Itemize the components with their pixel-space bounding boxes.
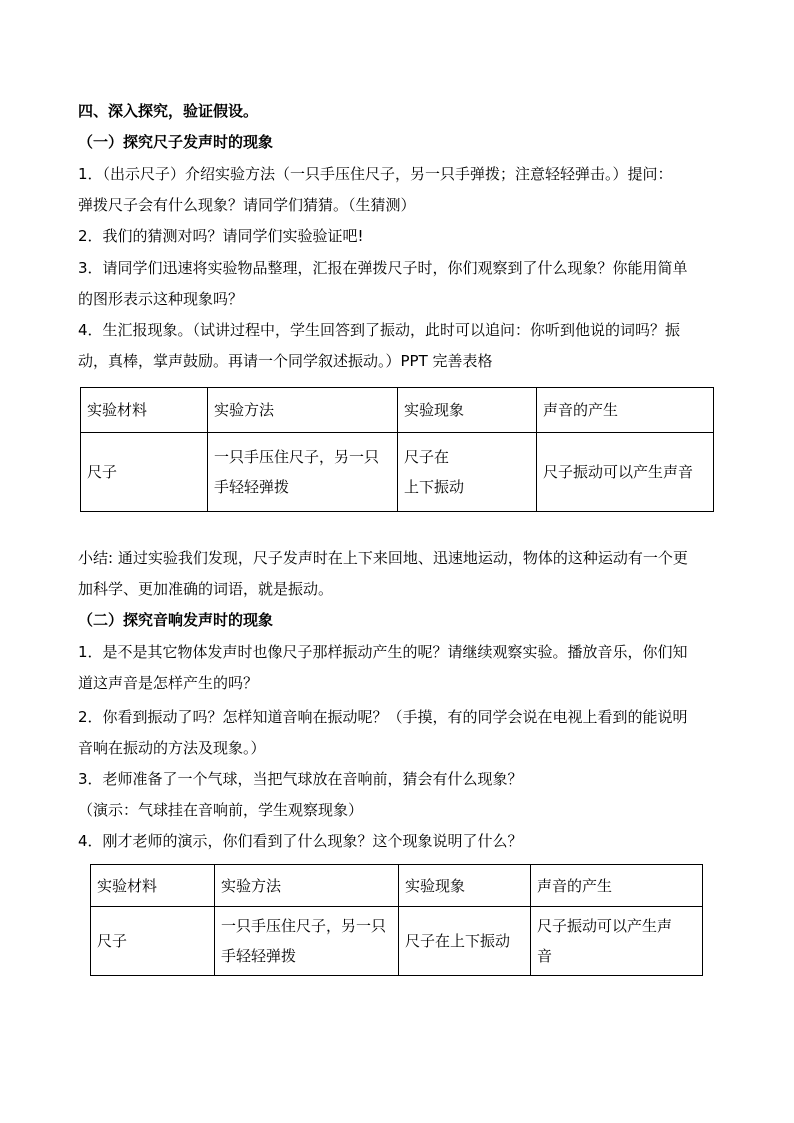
table-header-cell: 实验材料 — [91, 865, 215, 907]
summary-line1: 小结: 通过实验我们发现，尺子发声时在上下来回地、迅速地运动，物体的这种运动有一个更 — [78, 549, 688, 567]
part2-item1-line1: 1．是不是其它物体发声时也像尺子那样振动产生的呢？请继续观察实验。播放音乐，你们知 — [78, 643, 688, 661]
method-cell — [215, 907, 399, 976]
part1-item1-line1: 1．（出示尺子）介绍实验方法（一只手压住尺子，另一只手弹拨；注意轻轻弹击。）提问： — [78, 165, 673, 183]
material-cell: 尺子 — [81, 433, 208, 512]
sound-line: 音 — [537, 947, 553, 965]
part2-heading: （二）探究音响发声时的现象 — [78, 611, 274, 629]
part1-item2: 2．我们的猜测对吗？请同学们实验验证吧! — [78, 227, 364, 245]
part1-item1-line2: 弹拨尺子会有什么现象？请同学们猜猜。（生猜测） — [78, 196, 416, 214]
material-cell: 尺子 — [91, 907, 215, 976]
part1-heading: （一）探究尺子发声时的现象 — [78, 133, 274, 151]
table-header-cell: 实验材料 — [81, 388, 208, 433]
table-header-row — [91, 865, 703, 907]
part1-item3-line1: 3．请同学们迅速将实验物品整理，汇报在弹拨尺子时，你们观察到了什么现象？你能用简单 — [78, 259, 688, 277]
part1-item4-line2: 动，真棒，掌声鼓励。再请一个同学叙述振动。）PPT 完善表格 — [78, 352, 493, 370]
method-cell — [208, 433, 398, 512]
sound-line: 尺子振动可以产生声 — [537, 917, 673, 935]
table-row — [81, 433, 714, 512]
summary-line2: 加科学、更加准确的词语，就是振动。 — [78, 580, 334, 598]
table-header-cell: 实验方法 — [208, 388, 398, 433]
table-header-cell: 声音的产生 — [531, 865, 703, 907]
phenomenon-line: 尺子在 — [404, 448, 450, 466]
table-header-cell: 实验现象 — [399, 865, 531, 907]
part2-demo: （演示：气球挂在音响前，学生观察现象） — [78, 801, 364, 819]
part2-item3: 3．老师准备了一个气球，当把气球放在音响前，猜会有什么现象？ — [78, 770, 523, 788]
section-heading: 四、深入探究，验证假设。 — [78, 102, 259, 120]
phenomenon-cell: 尺子在上下振动 — [399, 907, 531, 976]
table-header-cell: 声音的产生 — [537, 388, 714, 433]
part1-item4-line1: 4．生汇报现象。（试讲过程中，学生回答到了振动，此时可以追问：你听到他说的词吗？振 — [78, 321, 681, 339]
method-line: 手轻轻弹拨 — [214, 478, 290, 496]
table-row — [91, 907, 703, 976]
part2-item2-line2: 音响在振动的方法及现象。） — [78, 739, 266, 757]
method-line: 手轻轻弹拨 — [221, 947, 297, 965]
part1-item3-line2: 的图形表示这种现象吗？ — [78, 290, 244, 308]
experiment-table-2 — [90, 864, 703, 976]
method-line: 一只手压住尺子，另一只 — [221, 917, 387, 935]
sound-cell: 尺子振动可以产生声音 — [537, 433, 714, 512]
sound-cell — [531, 907, 703, 976]
part2-item4: 4．刚才老师的演示，你们看到了什么现象？这个现象说明了什么？ — [78, 832, 523, 850]
part2-item1-line2: 道这声音是怎样产生的吗？ — [78, 674, 259, 692]
table-header-cell: 实验方法 — [215, 865, 399, 907]
table-header-cell: 实验现象 — [398, 388, 537, 433]
method-line: 一只手压住尺子，另一只 — [214, 448, 380, 466]
experiment-table-1 — [80, 387, 714, 512]
table-header-row — [81, 388, 714, 433]
part2-item2-line1: 2．你看到振动了吗？怎样知道音响在振动呢？（手摸，有的同学会说在电视上看到的能说明 — [78, 708, 688, 726]
phenomenon-line: 上下振动 — [404, 478, 465, 496]
phenomenon-cell — [398, 433, 537, 512]
